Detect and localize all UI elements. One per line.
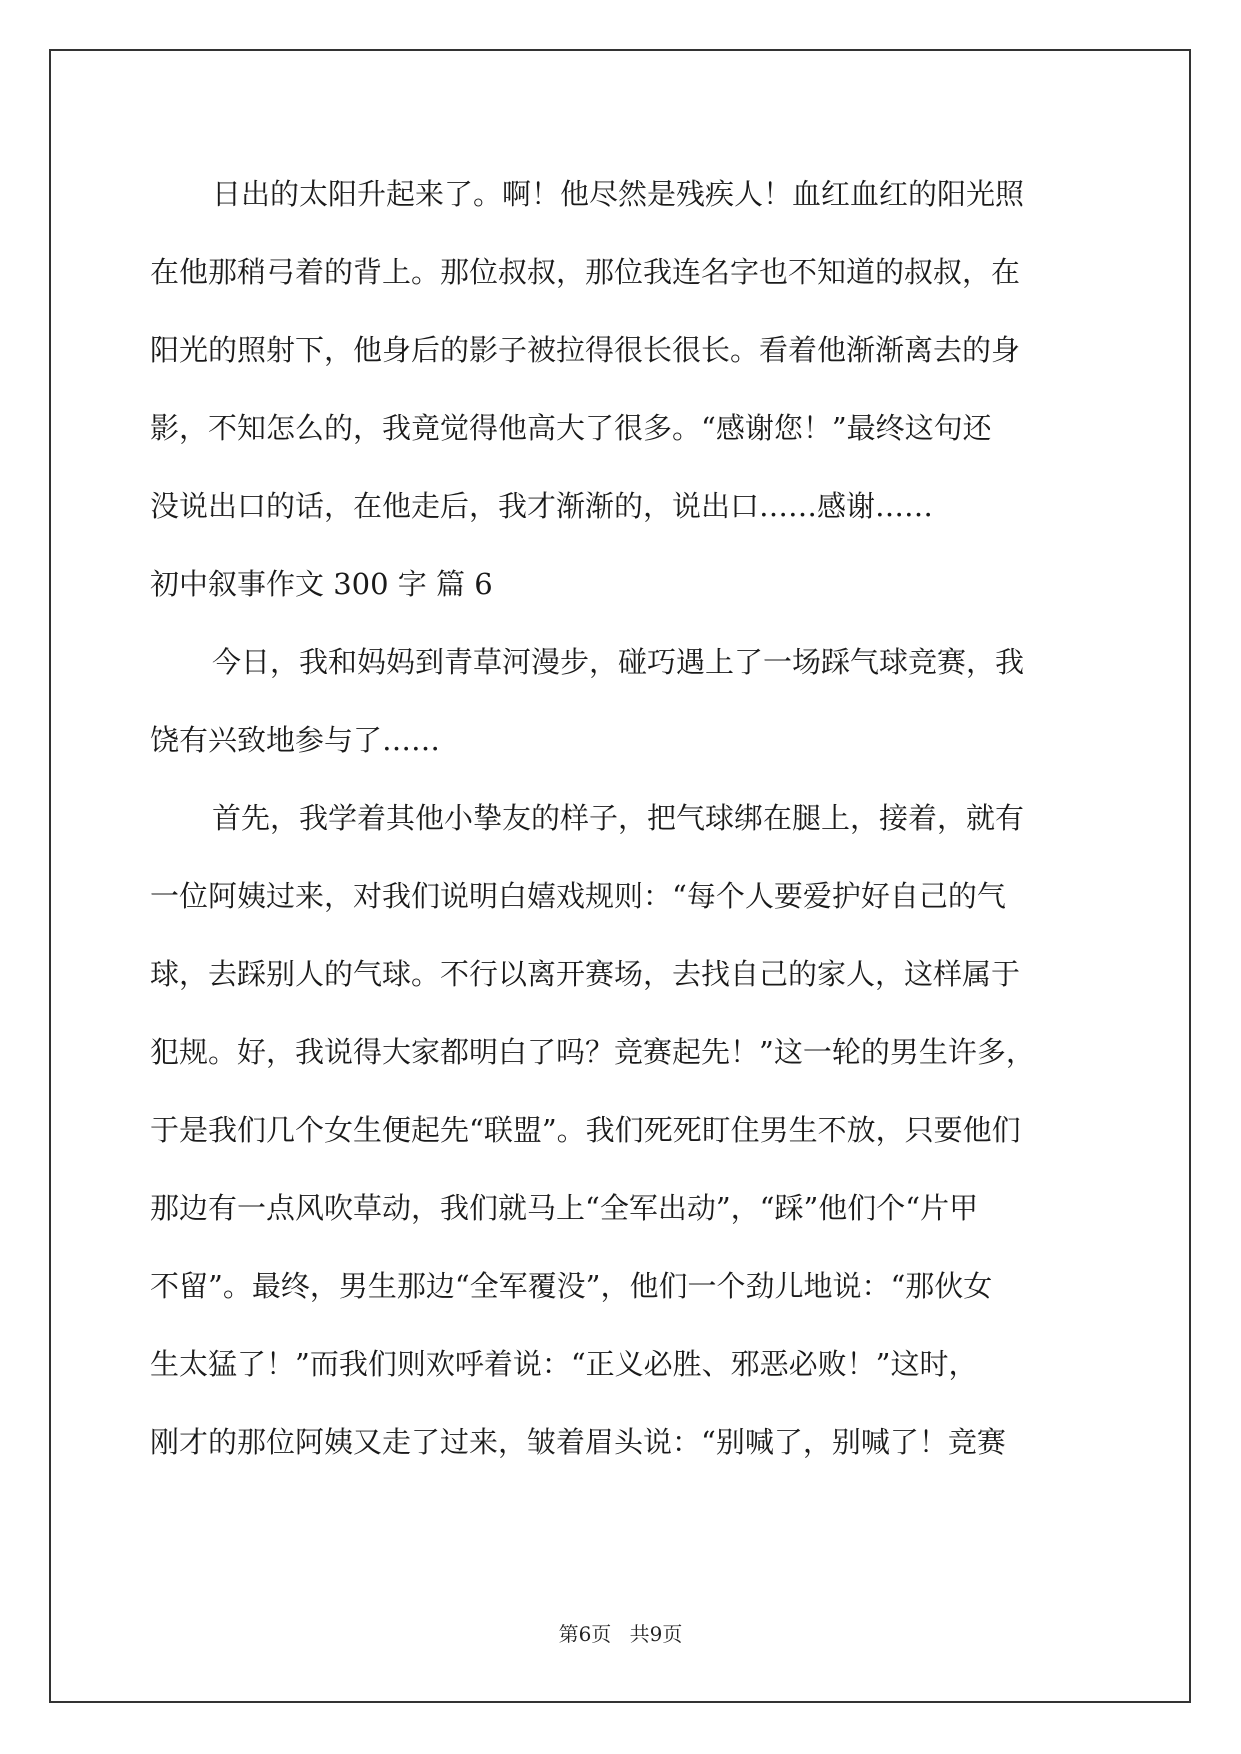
page-total: 共9页: [629, 1622, 683, 1646]
paragraph-line: 今日，我和妈妈到青草河漫步，碰巧遇上了一场踩气球竞赛，我: [212, 645, 1025, 679]
paragraph-line: 日出的太阳升起来了。啊！他尽然是残疾人！血红血红的阳光照: [212, 177, 1025, 211]
page-number: 第6页: [558, 1622, 612, 1646]
paragraph-line: 没说出口的话，在他走后，我才渐渐的，说出口……感谢……: [150, 489, 934, 523]
paragraph-line: 一位阿姨过来，对我们说明白嬉戏规则：“每个人要爱护好自己的气: [150, 879, 1006, 913]
paragraph-line: 不留”。最终，男生那边“全军覆没”，他们一个劲儿地说：“那伙女: [150, 1269, 993, 1303]
paragraph-line: 刚才的那位阿姨又走了过来，皱着眉头说：“别喊了，别喊了！竞赛: [150, 1425, 1006, 1459]
paragraph-line: 犯规。好，我说得大家都明白了吗？竞赛起先！”这一轮的男生许多，: [150, 1035, 1035, 1069]
paragraph-line: 饶有兴致地参与了……: [150, 723, 441, 757]
section-heading: 初中叙事作文 300 字 篇 6: [150, 567, 493, 601]
paragraph-line: 于是我们几个女生便起先“联盟”。我们死死盯住男生不放，只要他们: [150, 1113, 1021, 1147]
paragraph-line: 首先，我学着其他小挚友的样子，把气球绑在腿上，接着，就有: [212, 801, 1025, 835]
paragraph-line: 阳光的照射下，他身后的影子被拉得很长很长。看着他渐渐离去的身: [150, 333, 1021, 367]
paragraph-line: 影，不知怎么的，我竟觉得他高大了很多。“感谢您！”最终这句还: [150, 411, 992, 445]
page-footer: [0, 1620, 1241, 1648]
paragraph-line: 生太猛了！”而我们则欢呼着说：“正义必胜、邪恶必败！”这时，: [150, 1347, 978, 1381]
paragraph-line: 在他那稍弓着的背上。那位叔叔，那位我连名字也不知道的叔叔，在: [150, 255, 1021, 289]
paragraph-line: 那边有一点风吹草动，我们就马上“全军出动”，“踩”他们个“片甲: [150, 1191, 979, 1225]
paragraph-line: 球，去踩别人的气球。不行以离开赛场，去找自己的家人，这样属于: [150, 957, 1021, 991]
